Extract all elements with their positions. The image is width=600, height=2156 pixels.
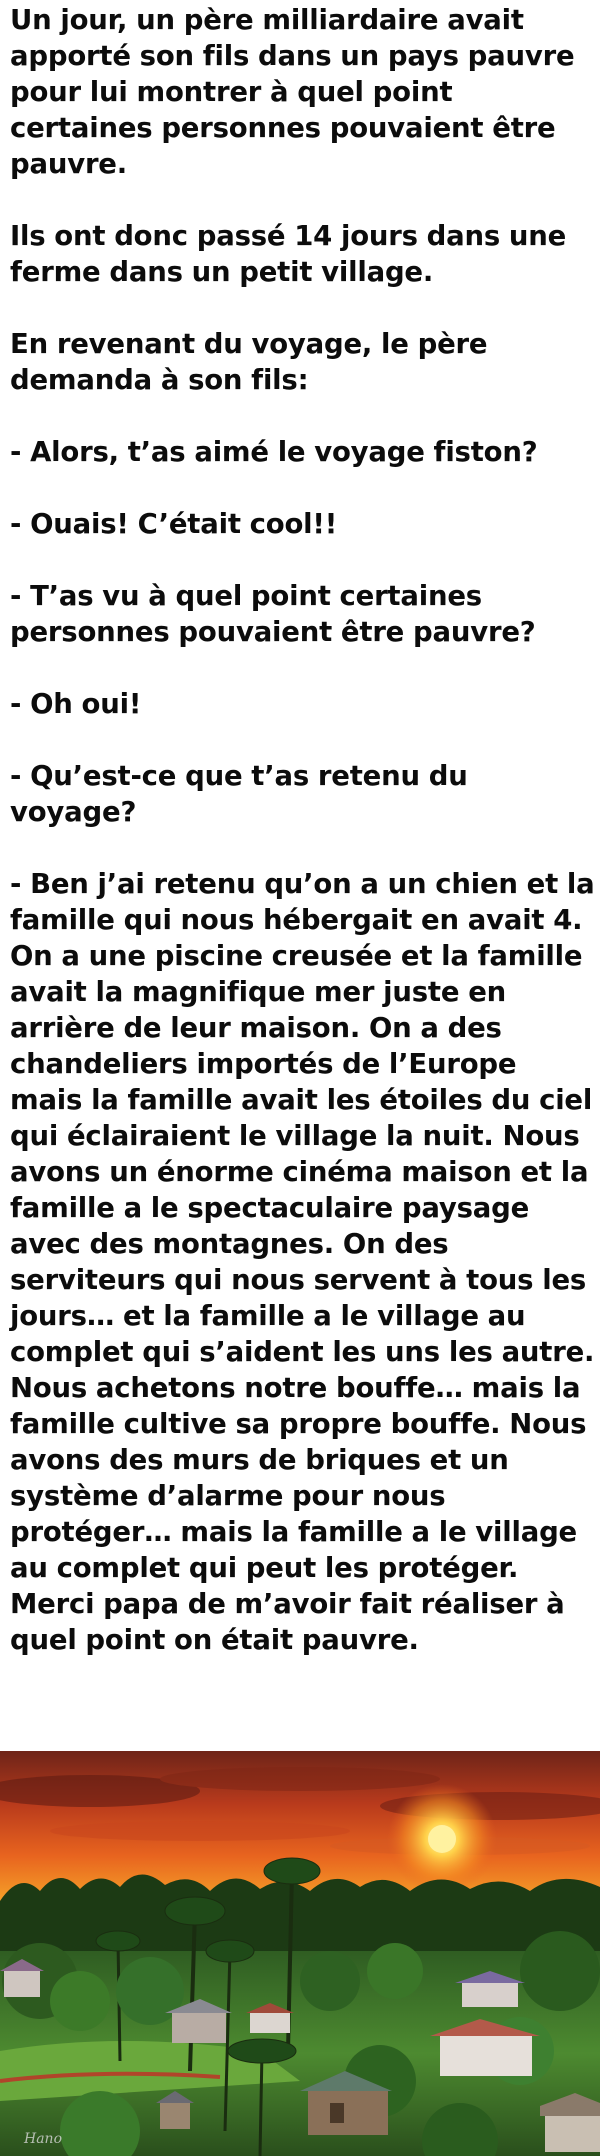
sun xyxy=(428,1825,456,1853)
sunset-village-illustration xyxy=(0,1751,600,2156)
story-paragraph: - Oh oui! xyxy=(10,688,142,720)
story-paragraph: En revenant du voyage, le père demanda à son fils: xyxy=(10,328,488,396)
photo-signature: Hano xyxy=(24,2131,63,2147)
story-paragraph: Un jour, un père milliardaire avait apporté son fils dans un pays pauvre pour lui montrer à quel point certaines personnes pouvaient être pauvre. xyxy=(10,4,575,180)
story-paragraph: - Ouais! C’était cool!! xyxy=(10,508,338,540)
story-paragraph: Ils ont donc passé 14 jours dans une ferme dans un petit village. xyxy=(10,220,567,288)
story-paragraph: - Alors, t’as aimé le voyage fiston? xyxy=(10,436,538,468)
story-text xyxy=(10,2,595,1658)
story-paragraph: - Qu’est-ce que t’as retenu du voyage? xyxy=(10,760,468,828)
sunset-village-photo xyxy=(0,1751,600,2156)
story-paragraph: - T’as vu à quel point certaines personnes pouvaient être pauvre? xyxy=(10,580,536,648)
story-paragraph: - Ben j’ai retenu qu’on a un chien et la famille qui nous hébergait en avait 4. On a une piscine creusée et la famille avait la magnifique mer juste en arrière de leur maison. On a des chandeliers importés de l’Europe mais la famille avait les étoiles du ciel qui éclairaient le village la nuit. Nous avons un énorme cinéma maison et la famille a le spectaculaire paysage avec des montagnes. On des serviteurs qui nous servent à tous les jours… et la famille a le village au complet qui s’aident les uns les autre. Nous achetons notre bouffe… mais la famille cultive sa propre bouffe. Nous avons des murs de briques et un système d’alarme pour nous protéger… mais la famille a le village au complet qui peut les protéger. Merci papa de m’avoir fait réaliser à quel point on était pauvre. xyxy=(10,868,595,1656)
